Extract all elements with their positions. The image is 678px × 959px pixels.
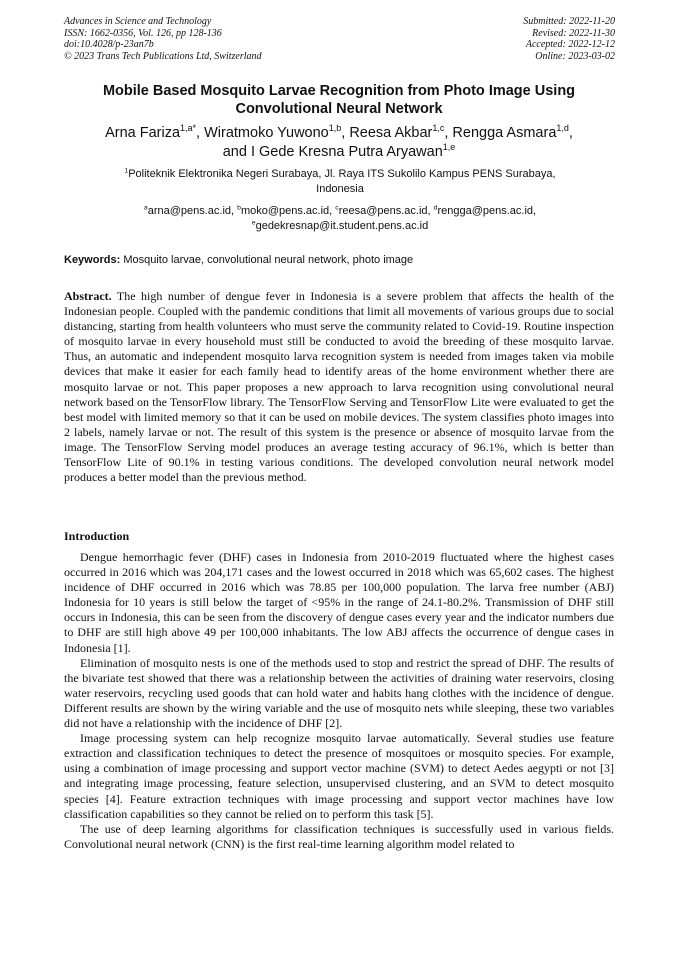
- author-name: Rengga Asmara: [452, 125, 557, 141]
- email-sup: c: [335, 204, 339, 212]
- email-address: arna@pens.ac.id: [147, 205, 232, 217]
- author-sup: 1,c: [432, 123, 445, 134]
- introduction-body: [64, 550, 614, 852]
- keywords-label: Keywords:: [64, 254, 121, 266]
- keywords: [64, 253, 614, 267]
- abstract-text: The high number of dengue fever in Indonesia is a severe problem that affects the health of the Indonesian people. Coupled with the pandemic conditions that limit all movements of various groups due to social distancing, starting from health volunteers who must serve the community related to Covid-19. Routine inspection of mosquito larvae in every household must still be conducted to avoid the breeding of these mosquito larvae. Thus, an automatic and independent mosquito larva recognition system is needed from images taken via mobile devices that make it easier for each family head to identify areas of the home environment whether there are mosquito larvae or not. This paper proposes a new approach to larva recognition using convolutional neural network based on the TensorFlow library. The TensorFlow Serving and TensorFlow Lite were evaluated to get the best model with limited memory so that it can be used on mobile devices. The system classifies photo images into 2 labels, namely larvae or not. The result of this system is the presence or absence of mosquito larvae from the image. The TensorFlow Serving model produces an average testing accuracy of 96.1%, which is better than TensorFlow Lite of 90.1% in testing various conditions. The developed convolution neural network model produces a better model than the previous method.: [64, 289, 614, 485]
- affiliation: [90, 167, 590, 196]
- revised-date: Revised: 2022-11-30: [532, 27, 615, 39]
- author-name: Wiratmoko Yuwono: [204, 125, 329, 141]
- email-address: rengga@pens.ac.id: [437, 205, 534, 217]
- submitted-date: Submitted: 2022-11-20: [523, 16, 615, 27]
- author-name: Arna Fariza: [105, 125, 181, 141]
- intro-paragraph: The use of deep learning algorithms for classification techniques is successfully used in various fields. Convolutional neural network (CNN) is the first real-time learning algorithm model related to: [64, 821, 614, 851]
- author-name: I Gede Kresna Putra Aryawan: [250, 144, 443, 160]
- author-sup: 1,e: [442, 142, 456, 153]
- accepted-date: Accepted: 2022-12-12: [525, 39, 615, 50]
- affiliation-sup: 1: [124, 167, 129, 175]
- author-name: Reesa Akbar: [349, 125, 433, 141]
- abstract: [64, 289, 614, 485]
- email-sup: a: [143, 204, 148, 212]
- author-sup: 1,d: [556, 123, 569, 134]
- journal-header-right: [523, 16, 615, 62]
- abstract-label: Abstract.: [64, 289, 112, 303]
- affiliation-line-2: Indonesia: [316, 182, 364, 195]
- keywords-text: Mosquito larvae, convolutional neural network, photo image: [123, 254, 414, 266]
- email-address: reesa@pens.ac.id: [338, 205, 428, 217]
- copyright-line: © 2023 Trans Tech Publications Ltd, Switzerland: [64, 50, 262, 62]
- author-sup: 1,a*: [180, 123, 197, 134]
- intro-paragraph: Image processing system can help recognize mosquito larvae automatically. Several studies use feature extraction and classification techniques to detect the presence of mosquitoes or mosquito species. For example, using a combination of image processing and support vector machine (SVM) to detect Aedes aegypti or not [3] and integrating image processing, feature selection, unsupervised clustering, and an SVM to detect mosquito species [4]. Feature extraction techniques with image processing and support vector machines have low classification capabilities so they cannot be relied on to perform this task [5].: [64, 731, 614, 821]
- email-address: moko@pens.ac.id: [240, 205, 330, 217]
- doi-line: doi:10.4028/p-23an7b: [64, 39, 154, 50]
- title-line-1: Mobile Based Mosquito Larvae Recognition from Photo Image Using: [102, 83, 576, 99]
- author-list: Arna Fariza$^{1,a*}$, Wiratmoko Yuwono$^{1,b}$, Reesa Akbar$^{1,c}$, Rengga Asmara$^{1,d}$, and I Gede Kresna Putra Aryawan$^{1,e}$: [105, 123, 573, 160]
- online-date: Online: 2023-03-02: [535, 50, 615, 62]
- journal-name: Advances in Science and Technology: [64, 16, 212, 27]
- email-sup: b: [237, 204, 241, 212]
- paper-title: [64, 82, 614, 118]
- email-address: gedekresnap@it.student.pens.ac.id: [255, 219, 429, 232]
- email-sup: e: [251, 218, 256, 226]
- intro-paragraph: Dengue hemorrhagic fever (DHF) cases in Indonesia from 2010-2019 fluctuated where the highest cases occurred in 2016 which was 204,171 cases and the lowest occurred in 2018 which was 65,602 cases. The highest incidence of DHF occurred in 2016 which was 78.85 per 100,000 population. The larva free number (ABJ) Indonesia for 10 years is still below the target of <95% in the range of 24.1-80.2%. Transmission of DHF still occurs in Indonesia, this can be seen from the discovery of dengue cases every year and the indicator numbers due to DHF are still high above 49 per 100,000 inhabitants. The low ABJ affects the occurrence of dengue cases in Indonesia [1].: [64, 550, 614, 655]
- email-sup: d: [433, 204, 438, 212]
- author-sup: 1,b: [328, 123, 342, 134]
- issn-line: ISSN: 1662-0356, Vol. 126, pp 128-136: [64, 27, 222, 39]
- intro-paragraph: Elimination of mosquito nests is one of the methods used to stop and restrict the spread of DHF. The results of the bivariate test showed that there was a relationship between the activities of draining water reservoirs, closing water reservoirs, recycling used goods that can hold water and habits hang clothes with the incidence of dengue. Different results are shown by the wiring variable and the use of mosquito nets while sleeping, these two variables did not have a relationship with the incidence of DHF [2].: [64, 655, 614, 731]
- journal-header-left: [64, 16, 262, 62]
- section-heading-introduction: Introduction: [64, 529, 130, 543]
- title-line-2: Convolutional Neural Network: [235, 101, 443, 117]
- author-emails: $^a$arna@pens.ac.id, $^b$moko@pens.ac.id, $^c$reesa@pens.ac.id, $^d$rengga@pens.ac.id, $^e$gedekresnap@it.student.pens.ac.id: [143, 204, 537, 232]
- affiliation-line-1: Politeknik Elektronika Negeri Surabaya, Jl. Raya ITS Sukolilo Kampus PENS Surabaya,: [128, 168, 556, 180]
